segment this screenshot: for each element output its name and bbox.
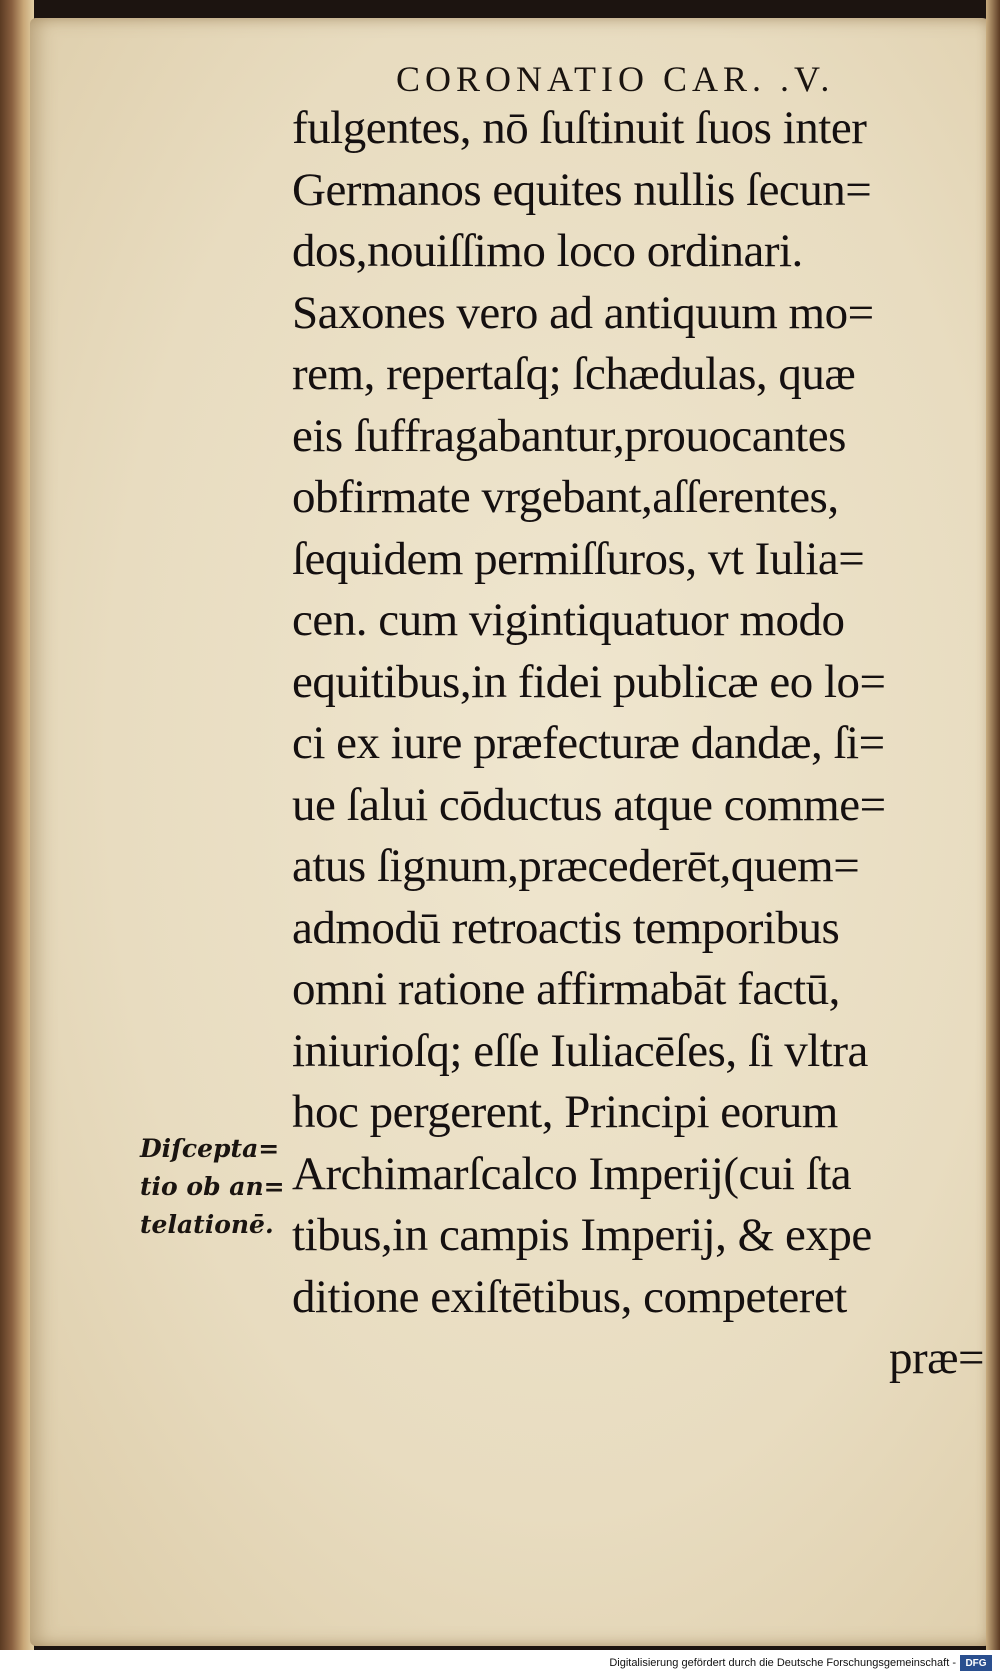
footer-credit: Digitalisierung gefördert durch die Deutsche Forschungsgemeinschaft -: [609, 1657, 956, 1669]
text-line: dos,nouiſſimo loco ordinari.: [292, 225, 803, 277]
text-line: tibus,in campis Imperij, & expe: [292, 1209, 872, 1261]
text-line: Saxones vero ad antiquum mo=: [292, 286, 874, 339]
text-line: cen. cum vigintiquatuor modo: [292, 594, 845, 646]
text-line: ditione exiſtētibus, competeret: [292, 1270, 847, 1323]
text-line: Germanos equites nullis ſecun=: [292, 163, 872, 216]
text-line: ue ſalui cōductus atque comme=: [292, 778, 886, 831]
main-text-block: [292, 98, 992, 1390]
marginal-note: [140, 1130, 285, 1244]
text-line: obfirmate vrgebant,aſſerentes,: [292, 471, 839, 523]
text-line: equitibus,in fidei publicæ eo lo=: [292, 655, 886, 708]
text-line: fulgentes, nō ſuſtinuit ſuos inter: [292, 102, 867, 154]
marginal-note-line: Diſcepta=: [140, 1134, 280, 1163]
text-line: ci ex iure præfecturæ dandæ, ſi=: [292, 717, 885, 769]
text-line: atus ſignum,præcederēt,quem=: [292, 840, 860, 892]
book-spine-edge: [0, 0, 34, 1650]
text-line: iniurioſq; eſſe Iuliacēſes, ſi vltra: [292, 1024, 868, 1077]
catchword: præ=: [888, 1332, 984, 1384]
text-line: hoc pergerent, Principi eorum: [292, 1086, 838, 1138]
running-head: CORONATIO CAR. .V.: [396, 59, 835, 99]
dfg-logo: DFG: [960, 1655, 992, 1671]
text-line: admodū retroactis temporibus: [292, 901, 840, 954]
text-line: omni ratione affirmabāt factū,: [292, 963, 840, 1015]
marginal-note-line: tio ob an=: [140, 1172, 285, 1201]
text-line: ſequidem permiſſuros, vt Iulia=: [292, 532, 865, 585]
text-line: eis ſuffragabantur,prouocantes: [292, 409, 846, 462]
marginal-note-line: telationē.: [140, 1210, 274, 1239]
text-line: rem, repertaſq; ſchædulas, quæ: [292, 348, 856, 400]
text-line: Archimarſcalco Imperij(cui ſta: [292, 1147, 852, 1200]
